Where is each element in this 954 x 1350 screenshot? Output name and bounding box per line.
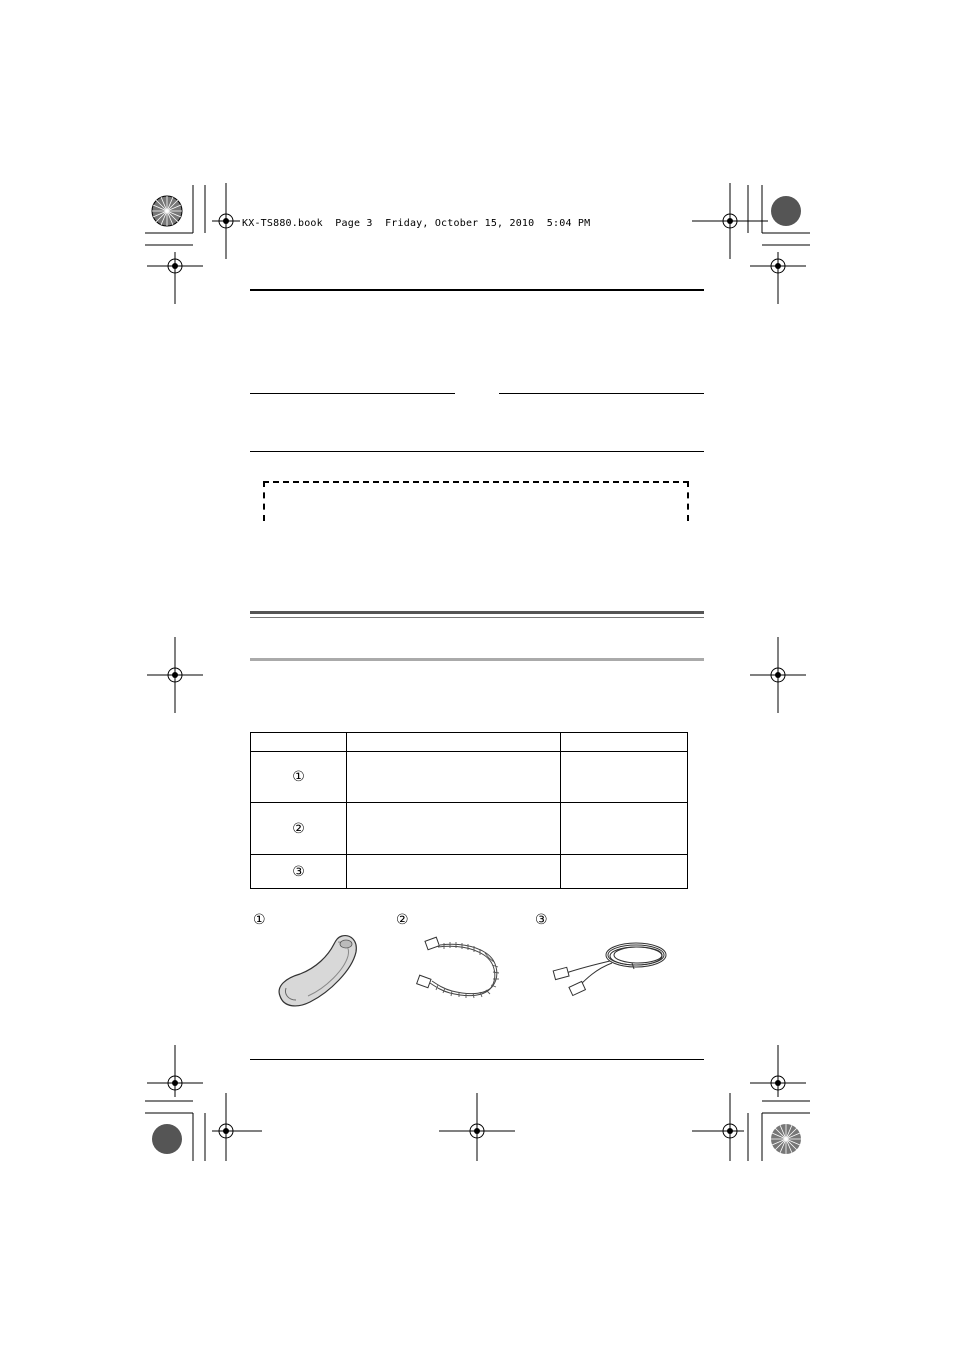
- bottom-rule: [250, 1059, 704, 1060]
- split-rule-left: [250, 393, 455, 394]
- telephone-line-cord-icon: [548, 935, 673, 1000]
- coiled-cord-icon: [410, 935, 505, 1005]
- file-info-header: KX-TS880.book Page 3 Friday, October 15, 2010 5:04 PM: [242, 218, 591, 229]
- quantity-cell: [561, 752, 688, 803]
- quantity-cell: [561, 803, 688, 855]
- color-bar-circle: [152, 196, 801, 1154]
- row-number: ①: [292, 769, 305, 785]
- top-rule: [250, 289, 704, 291]
- split-rule-right: [499, 393, 704, 394]
- dashed-note-box: [263, 481, 689, 521]
- figure-label-3: ③: [535, 912, 548, 928]
- heading-bar: [250, 611, 704, 614]
- header-cell-no: [251, 733, 347, 752]
- item-cell: [347, 803, 561, 855]
- handset-icon: [270, 930, 370, 1010]
- row-number: ③: [292, 863, 305, 880]
- header-cell-item: [347, 733, 561, 752]
- figure-label-2: ②: [396, 912, 409, 928]
- item-cell: [347, 752, 561, 803]
- table-row: [251, 803, 688, 855]
- table-row: [251, 855, 688, 889]
- figure-label-1: ①: [253, 912, 266, 928]
- accessory-table: [250, 732, 688, 889]
- row-number: ②: [292, 820, 305, 837]
- subheading-bar: [250, 658, 704, 661]
- item-cell: [347, 855, 561, 889]
- heading-underline: [250, 617, 704, 618]
- quantity-cell: [561, 855, 688, 889]
- registration-target: [147, 183, 806, 1161]
- section-rule: [250, 451, 704, 452]
- header-cell-quantity: [561, 733, 688, 752]
- table-row: [251, 752, 688, 803]
